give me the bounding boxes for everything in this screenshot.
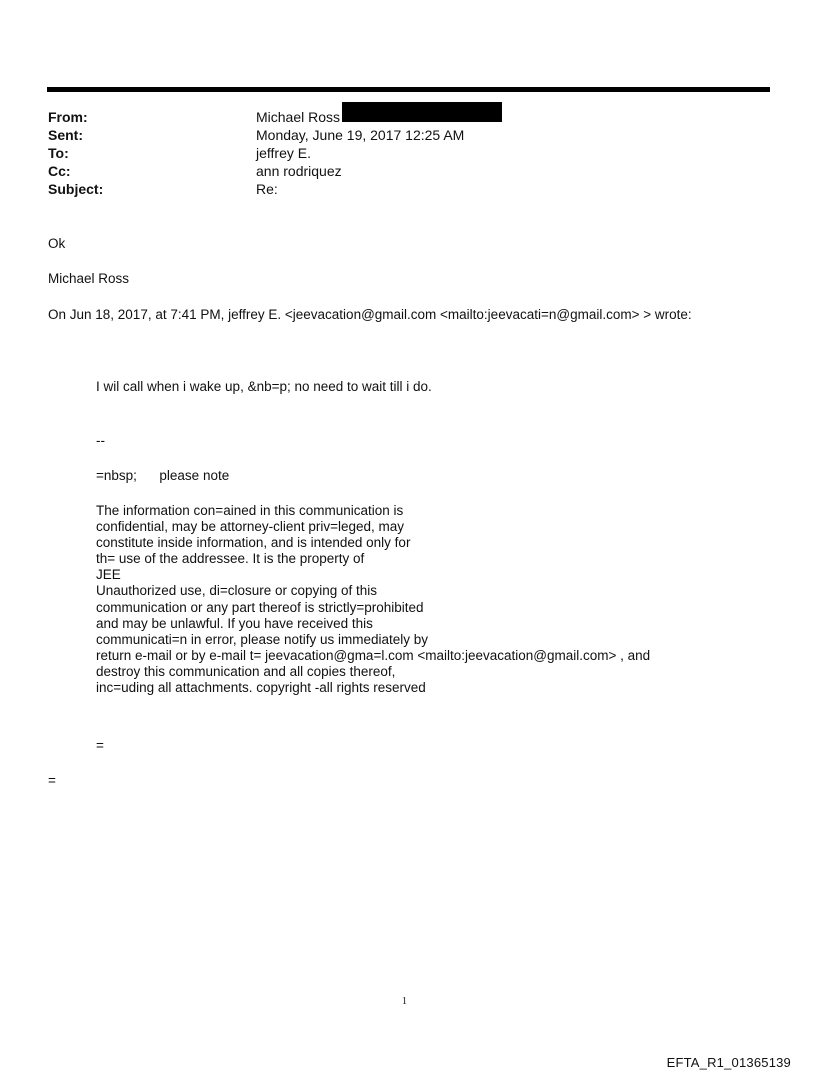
from-name: Michael Ross — [256, 109, 341, 125]
to-value: jeffrey E. — [256, 145, 311, 161]
subject-label: Subject: — [48, 181, 104, 197]
signature-separator: -- — [96, 433, 105, 448]
disclaimer-line: communication or any part thereof is strictly=prohibited — [96, 599, 424, 615]
disclaimer-line: return e-mail or by e-mail t= jeevacation@gma=l.com <mailto:jeevacation@gmail.com> , and — [96, 647, 651, 663]
disclaimer-line: destroy this communication and all copies thereof, — [96, 663, 396, 679]
disclaimer-line: confidential, may be attorney-client priv=leged, may — [96, 519, 405, 535]
disclaimer-line: JEE — [96, 567, 121, 583]
to-label: To: — [48, 145, 69, 161]
disclaimer-line: and may be unlawful. If you have received this — [96, 615, 373, 631]
disclaimer — [96, 503, 650, 696]
inner-equals: = — [96, 738, 104, 753]
from-value — [256, 108, 502, 126]
signature: Michael Ross — [48, 271, 130, 286]
disclaimer-line: Unauthorized use, di=closure or copying of this — [96, 583, 378, 599]
quote-intro: On Jun 18, 2017, at 7:41 PM, jeffrey E. <jeevacation@gmail.com <mailto:jeevacati=n@gmail.com> > wrote: — [48, 307, 692, 322]
from-label: From: — [48, 109, 88, 125]
document-id: EFTA_R1_01365139 — [666, 1055, 791, 1070]
cc-value: ann rodriquez — [256, 163, 342, 179]
disclaimer-line: constitute inside information, and is intended only for — [96, 535, 411, 551]
disclaimer-line: communicati=n in error, please notify us immediately by — [96, 631, 429, 647]
subject-value: Re: — [256, 181, 278, 197]
quoted-message: I wil call when i wake up, &nb=p; no need to wait till i do. — [96, 379, 432, 394]
page-number: 1 — [402, 996, 407, 1007]
cc-label: Cc: — [48, 163, 71, 179]
disclaimer-line: th= use of the addressee. It is the property of — [96, 551, 365, 567]
redaction-block — [342, 102, 502, 122]
sent-label: Sent: — [48, 127, 83, 143]
reply-text: Ok — [48, 236, 66, 251]
disclaimer-line: inc=uding all attachments. copyright -all rights reserved — [96, 680, 426, 696]
nbsp-line: =nbsp; please note — [96, 468, 230, 483]
disclaimer-line: The information con=ained in this communication is — [96, 503, 404, 518]
outer-equals: = — [48, 773, 56, 788]
sent-value: Monday, June 19, 2017 12:25 AM — [256, 127, 465, 143]
header-divider — [47, 87, 770, 92]
